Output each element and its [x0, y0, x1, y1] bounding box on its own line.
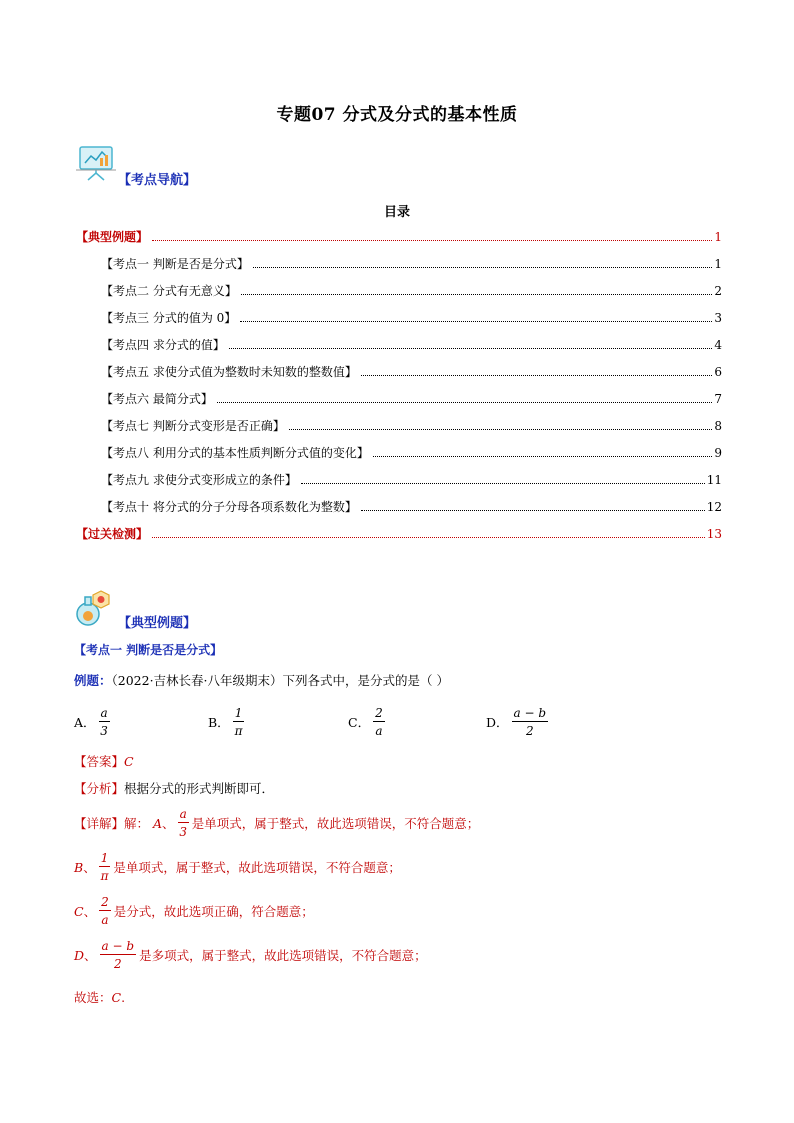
fraction-numerator: a [100, 706, 108, 720]
detail-text: 是单项式，属于整式，故此选项错误，不符合题意； [191, 816, 480, 831]
toc-page-number: 4 [714, 338, 722, 352]
toc-leader [217, 401, 713, 403]
fraction-denominator: π [234, 724, 243, 738]
lab-flask-icon [72, 587, 116, 627]
toc-entry-kp9[interactable] [101, 471, 722, 491]
detail-letter: C [74, 903, 84, 919]
toc-page-number: 3 [714, 311, 722, 325]
detail-line-d: D 、 $\frac{a - b}{2}$ 是多项式，属于整式，故此选项错误，不符合题意； [74, 939, 427, 971]
toc-entry-test[interactable] [76, 525, 722, 545]
nav-section-label: 【考点导航】 [118, 173, 197, 188]
answer-tag: 【答案】 [74, 754, 125, 769]
toc-page-number: 6 [714, 365, 722, 379]
analysis-line [74, 779, 274, 797]
detail-fraction [99, 896, 111, 926]
toc-leader [373, 455, 713, 457]
detail-text: 是单项式，属于整式，故此选项错误，不符合题意； [113, 860, 401, 875]
detail-letter: D [74, 947, 85, 963]
toc-entry-kp5[interactable] [101, 363, 722, 383]
toc-leader [253, 266, 713, 268]
toc-page-number: 12 [706, 500, 722, 514]
fraction-numerator: 1 [234, 706, 243, 720]
toc-leader [241, 293, 713, 295]
detail-line-c: C 、 $\frac{2}{a}$ 是分式，故此选项正确，符合题意； [74, 895, 314, 927]
question-prefix: 例题： [74, 673, 112, 688]
option-fraction [233, 707, 245, 737]
fraction-numerator: 2 [375, 706, 383, 720]
toc-page-number: 7 [714, 392, 722, 406]
toc-entry-label: 【考点三 分式的值为 0】 [101, 311, 237, 325]
fraction-numerator: 1 [100, 851, 109, 865]
detail-letter: B [74, 859, 84, 875]
toc-entry-label: 【考点一 判断是否是分式】 [101, 257, 249, 271]
toc-leader [152, 239, 712, 241]
conclusion-suffix: . [121, 989, 126, 1005]
toc-entry-label: 【考点五 求使分式值为整数时未知数的整数值】 [101, 365, 357, 379]
toc-entry-examples[interactable] [76, 228, 722, 248]
fraction-denominator: a [375, 724, 383, 738]
option-letter: C． [348, 715, 371, 730]
fraction-denominator: a [101, 913, 109, 927]
option-fraction [99, 707, 110, 737]
toc-entry-kp10[interactable] [101, 498, 722, 518]
option-fraction [512, 707, 549, 737]
toc-entry-label: 【考点六 最简分式】 [101, 392, 213, 406]
analysis-text: 根据分式的形式判断即可． [124, 781, 275, 796]
toc-entry-kp4[interactable] [101, 336, 722, 356]
toc-heading: 目录 [383, 205, 410, 220]
fraction-numerator: 2 [101, 895, 109, 909]
answer-line [74, 752, 134, 770]
option-letter: D． [486, 715, 509, 730]
page-title: 专题07 分式及分式的基本性质 [276, 105, 518, 125]
example-question [74, 671, 449, 689]
toc-entry-label: 【过关检测】 [76, 527, 149, 541]
conclusion-prefix: 故选： [74, 990, 112, 1005]
knowledge-point-label: 【考点一 判断是否是分式】 [74, 643, 223, 657]
examples-section-label: 【典型例题】 [118, 616, 197, 631]
detail-line-a: 【详解】 解： A 、 $\frac{a}{3}$ 是单项式，属于整式，故此选项错误，不符合题意； [74, 807, 480, 839]
toc-entry-label: 【考点十 将分式的分子分母各项系数化为整数】 [101, 500, 357, 514]
fraction-denominator: 3 [179, 825, 187, 839]
toc-entry-label: 【考点二 分式有无意义】 [101, 284, 237, 298]
toc-leader [152, 536, 705, 538]
toc-page-number: 8 [714, 419, 722, 433]
fraction-denominator: π [100, 869, 109, 883]
toc-entry-label: 【考点七 判断分式变形是否正确】 [101, 419, 285, 433]
answer-value: C [124, 753, 134, 769]
analysis-tag: 【分析】 [74, 781, 125, 796]
detail-line-b: B 、 $\frac{1}{\pi}$ 是单项式，属于整式，故此选项错误，不符合题意； [74, 851, 401, 883]
detail-text: 是分式，故此选项正确，符合题意； [113, 904, 314, 919]
toc-leader [301, 482, 705, 484]
fraction-numerator: a − b [513, 706, 547, 720]
toc-page-number: 11 [706, 473, 722, 487]
fraction-denominator: 3 [100, 724, 108, 738]
detail-fraction [178, 808, 189, 838]
option-d[interactable] [486, 707, 551, 737]
fraction-denominator: 2 [113, 957, 122, 971]
presentation-board-icon [74, 143, 118, 183]
toc-page-number: 1 [714, 257, 722, 271]
toc-entry-kp7[interactable] [101, 417, 722, 437]
toc-entry-label: 【典型例题】 [76, 230, 149, 244]
toc-page-number: 9 [714, 446, 722, 460]
toc-entry-label: 【考点八 利用分式的基本性质判断分式值的变化】 [101, 446, 369, 460]
conclusion-line [74, 988, 125, 1006]
toc-entry-kp2[interactable] [101, 282, 722, 302]
toc-entry-label: 【考点四 求分式的值】 [101, 338, 225, 352]
detail-letter: A [153, 815, 163, 831]
toc-entry-kp6[interactable] [101, 390, 722, 410]
detail-text: 是多项式，属于整式，故此选项错误，不符合题意； [139, 948, 427, 963]
toc-entry-kp3[interactable] [101, 309, 722, 329]
option-c[interactable] [348, 707, 388, 737]
toc-page-number: 2 [714, 284, 722, 298]
toc-leader [240, 320, 712, 322]
toc-leader [229, 347, 713, 349]
option-letter: B． [208, 715, 230, 730]
toc-entry-kp1[interactable] [101, 255, 722, 275]
toc-leader [361, 509, 705, 511]
question-text: （2022·吉林长春·八年级期末）下列各式中，是分式的是（ ） [111, 673, 449, 688]
toc-entry-label: 【考点九 求使分式变形成立的条件】 [101, 473, 297, 487]
option-a[interactable] [74, 707, 113, 737]
toc-leader [361, 374, 713, 376]
fraction-numerator: a [179, 807, 187, 821]
conclusion-value: C [111, 989, 122, 1005]
detail-intro: 解： [124, 816, 150, 831]
toc-page-number: 13 [706, 527, 722, 541]
option-fraction [373, 707, 385, 737]
detail-tag: 【详解】 [74, 816, 125, 831]
toc-entry-kp8[interactable] [101, 444, 722, 464]
fraction-denominator: 2 [525, 724, 534, 738]
detail-fraction [99, 852, 111, 882]
detail-fraction [100, 940, 137, 970]
option-letter: A． [74, 715, 96, 730]
fraction-numerator: a − b [101, 939, 135, 953]
option-b[interactable] [208, 707, 247, 737]
toc-leader [289, 428, 713, 430]
toc-page-number: 1 [714, 230, 722, 244]
